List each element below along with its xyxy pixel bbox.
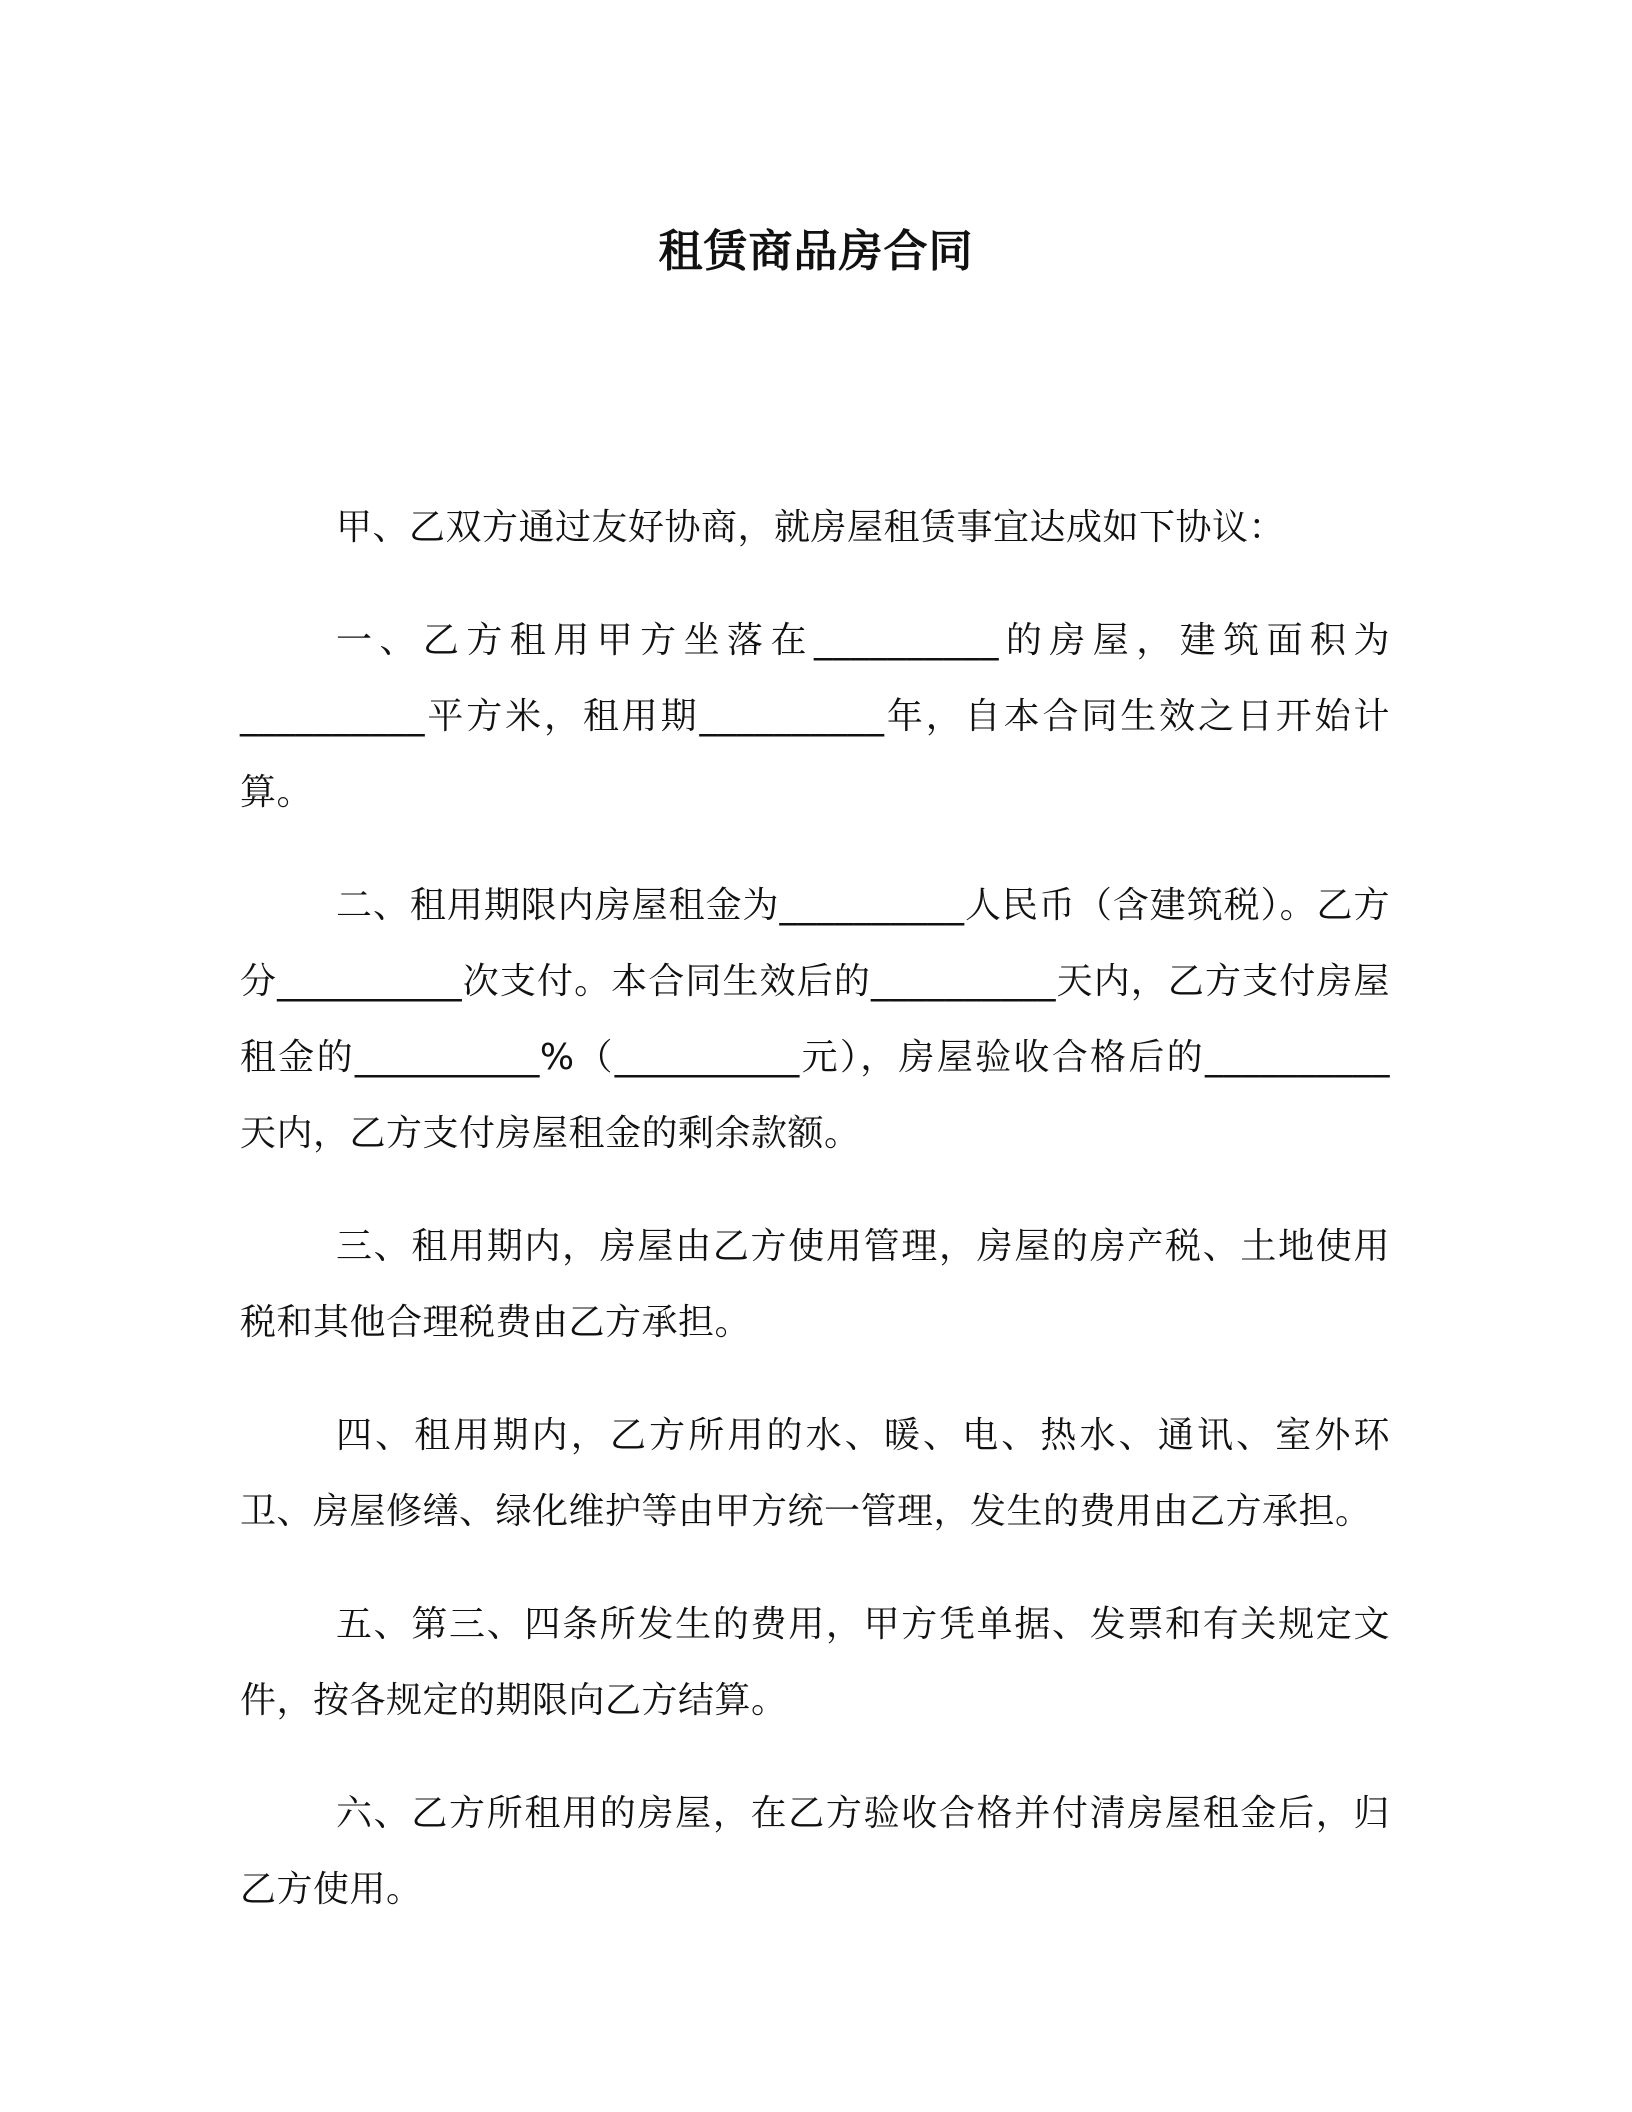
paragraph-clause-4: 四、租用期内，乙方所用的水、暖、电、热水、通讯、室外环卫、房屋修缮、绿化维护等由甲方统一管理，发生的费用由乙方承担。 (240, 1415, 1390, 1532)
paragraph-clause-2: 二、租用期限内房屋租金为__________人民币（含建筑税）。乙方分__________次支付。本合同生效后的__________天内，乙方支付房屋租金的__________%（__________元），房屋验收合格后的__________天内，乙方支付房屋租金的剩余款额。 (240, 885, 1390, 1154)
paragraph-clause-3: 三、租用期内，房屋由乙方使用管理，房屋的房产税、土地使用税和其他合理税费由乙方承担。 (240, 1226, 1390, 1343)
paragraph-clause-1: 一、乙方租用甲方坐落在__________的房屋，建筑面积为__________平方米，租用期__________年，自本合同生效之日开始计算。 (240, 620, 1390, 813)
paragraph-clause-5: 五、第三、四条所发生的费用，甲方凭单据、发票和有关规定文件，按各规定的期限向乙方结算。 (240, 1604, 1390, 1721)
document-body (240, 490, 1390, 1965)
document-title: 租赁商品房合同 (658, 226, 974, 277)
paragraph-clause-6: 六、乙方所租用的房屋，在乙方验收合格并付清房屋租金后，归乙方使用。 (240, 1793, 1390, 1910)
paragraph-intro: 甲、乙双方通过友好协商，就房屋租赁事宜达成如下协议： (336, 507, 1286, 548)
